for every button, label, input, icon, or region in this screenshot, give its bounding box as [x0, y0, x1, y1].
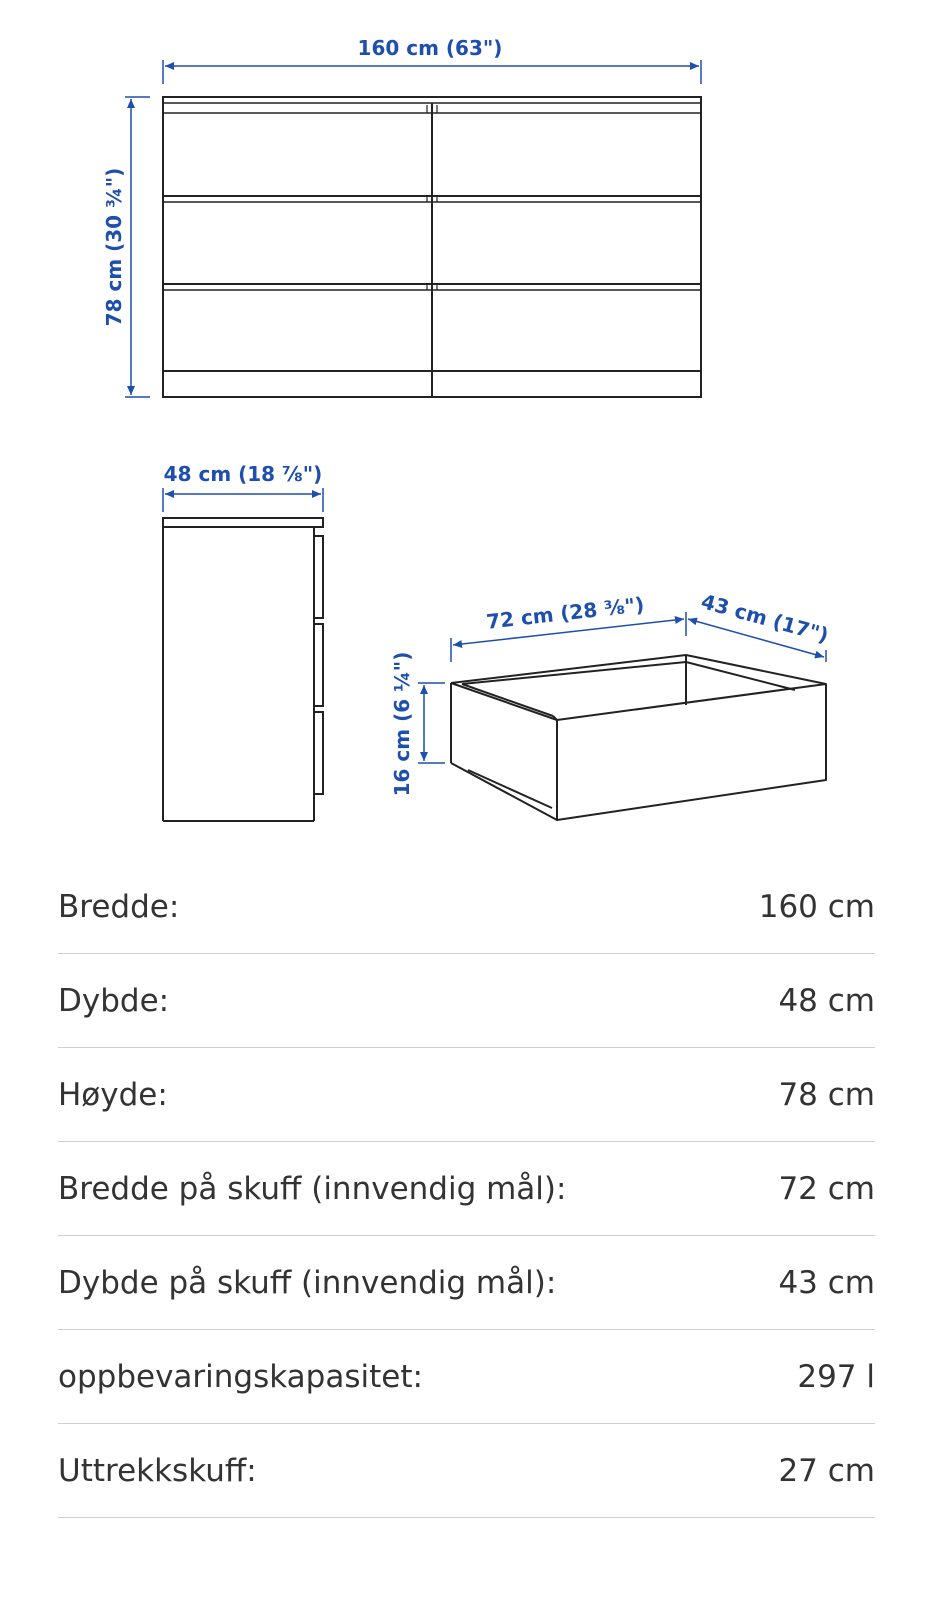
spec-value: 78 cm [778, 1076, 875, 1113]
spec-row-capacity [58, 1330, 875, 1424]
spec-value: 27 cm [778, 1452, 875, 1489]
spec-value: 72 cm [778, 1170, 875, 1207]
drawer-height-label: 16 cm (6 ¼") [390, 651, 414, 797]
front-height-dimension [102, 97, 150, 397]
spec-row-width [58, 860, 875, 954]
spec-value: 297 l [797, 1358, 875, 1395]
spec-value: 160 cm [758, 888, 875, 925]
spec-row-depth [58, 954, 875, 1048]
drawer-depth-dimension [688, 589, 831, 662]
spec-label: Høyde: [58, 1076, 168, 1113]
spec-value: 43 cm [778, 1264, 875, 1301]
spec-label: Bredde på skuff (innvendig mål): [58, 1170, 567, 1207]
drawer-view [451, 655, 826, 820]
spec-label: oppbevaringskapasitet: [58, 1358, 423, 1395]
drawer-width-label: 72 cm (28 ⅜") [485, 592, 646, 634]
spec-label: Dybde: [58, 982, 170, 1019]
front-width-label: 160 cm (63") [357, 36, 503, 60]
spec-label: Uttrekkskuff: [58, 1452, 257, 1489]
side-depth-label: 48 cm (18 ⅞") [163, 462, 323, 486]
spec-row-drawer-depth [58, 1236, 875, 1330]
spec-row-height [58, 1048, 875, 1142]
spec-row-drawer-width [58, 1142, 875, 1236]
front-height-label: 78 cm (30 ¾") [102, 167, 126, 327]
spec-label: Dybde på skuff (innvendig mål): [58, 1264, 557, 1301]
side-view [163, 518, 323, 821]
drawer-height-dimension [390, 652, 445, 797]
spec-label: Bredde: [58, 888, 180, 925]
side-depth-dimension [163, 462, 323, 512]
drawer-width-dimension [451, 592, 686, 662]
spec-row-pull-out-drawer [58, 1424, 875, 1518]
front-width-dimension [163, 36, 701, 84]
drawer-depth-label: 43 cm (17") [698, 589, 832, 648]
specs-list [58, 860, 875, 1518]
spec-value: 48 cm [778, 982, 875, 1019]
front-view [163, 97, 701, 397]
